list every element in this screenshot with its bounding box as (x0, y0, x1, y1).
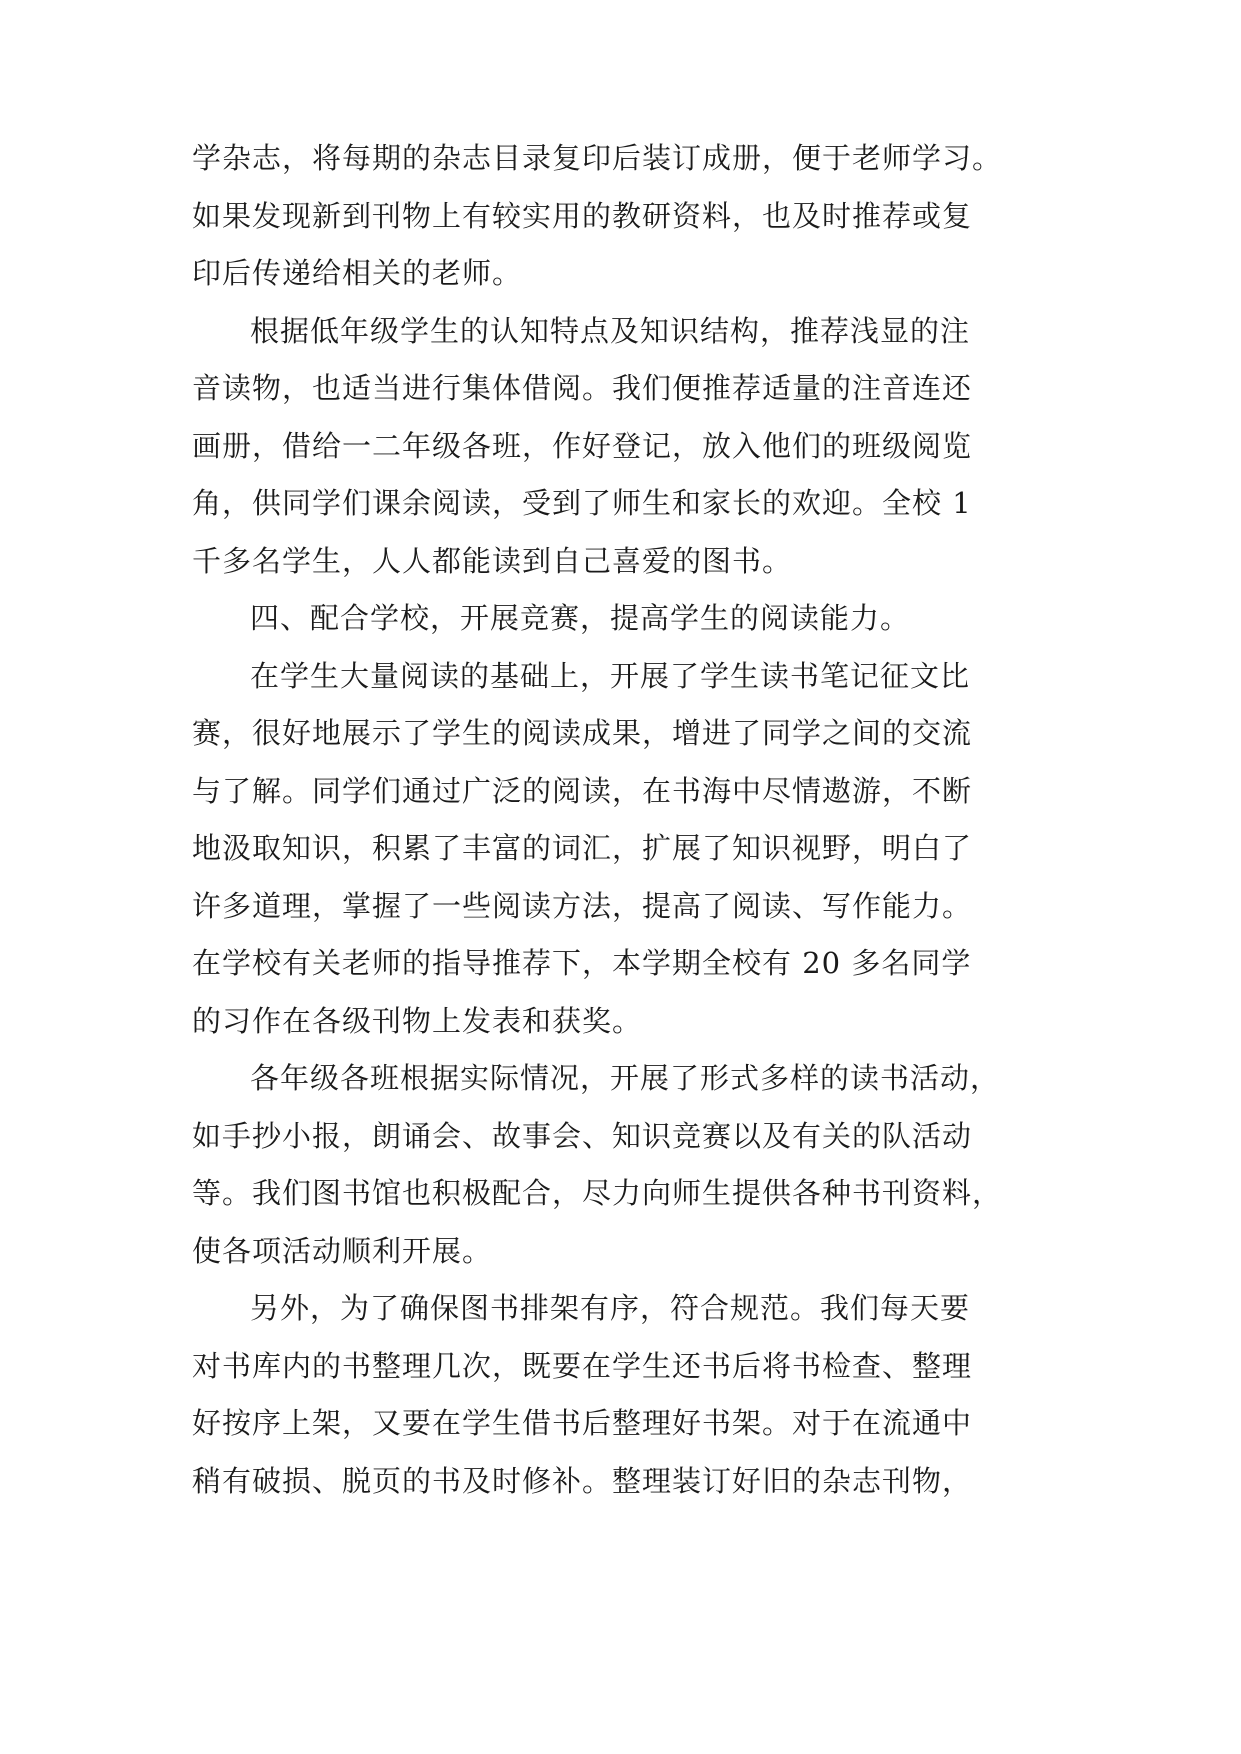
text-line: 好按序上架，又要在学生借书后整理好书架。对于在流通中 (192, 1406, 973, 1440)
text-line: 对书库内的书整理几次，既要在学生还书后将书检查、整理 (192, 1348, 973, 1383)
text-line: 在学校有关老师的指导推荐下，本学期全校有 20 多名同学 (192, 946, 972, 980)
text-line: 的习作在各级刊物上发表和获奖。 (192, 1003, 643, 1038)
text-line: 使各项活动顺利开展。 (192, 1233, 493, 1268)
section-heading: 四、配合学校，开展竞赛，提高学生的阅读能力。 (250, 601, 911, 635)
text-line: 稍有破损、脱页的书及时修补。整理装订好旧的杂志刊物， (192, 1463, 973, 1498)
text-line: 与了解。同学们通过广泛的阅读，在书海中尽情遨游，不断 (192, 773, 973, 808)
body-text (192, 130, 1052, 1510)
text-line: 千多名学生，人人都能读到自己喜爱的图书。 (192, 543, 793, 578)
paragraph-first-line: 另外，为了确保图书排架有序，符合规范。我们每天要 (250, 1291, 971, 1325)
text-line: 音读物，也适当进行集体借阅。我们便推荐适量的注音连还 (192, 371, 973, 405)
paragraph-first-line: 根据低年级学生的认知特点及知识结构，推荐浅显的注 (250, 313, 971, 348)
text-line: 如手抄小报，朗诵会、故事会、知识竞赛以及有关的队活动 (192, 1118, 973, 1153)
text-line: 印后传递给相关的老师。 (192, 256, 523, 290)
text-line: 赛，很好地展示了学生的阅读成果，增进了同学之间的交流 (192, 716, 973, 750)
text-line: 地汲取知识，积累了丰富的词汇，扩展了知识视野，明白了 (192, 831, 973, 865)
text-line: 等。我们图书馆也积极配合，尽力向师生提供各种书刊资料， (192, 1176, 1003, 1210)
text-line: 如果发现新到刊物上有较实用的教研资料，也及时推荐或复 (192, 198, 973, 233)
paragraph-first-line: 在学生大量阅读的基础上，开展了学生读书笔记征文比 (250, 658, 971, 693)
text-line: 许多道理，掌握了一些阅读方法，提高了阅读、写作能力。 (192, 888, 973, 923)
text-line: 角，供同学们课余阅读，受到了师生和家长的欢迎。全校 1 (192, 486, 972, 520)
paragraph-first-line: 各年级各班根据实际情况，开展了形式多样的读书活动， (250, 1061, 1001, 1095)
text-line: 画册，借给一二年级各班，作好登记，放入他们的班级阅览 (192, 428, 973, 463)
text-line: 学杂志，将每期的杂志目录复印后装订成册，便于老师学习。 (192, 141, 1003, 175)
